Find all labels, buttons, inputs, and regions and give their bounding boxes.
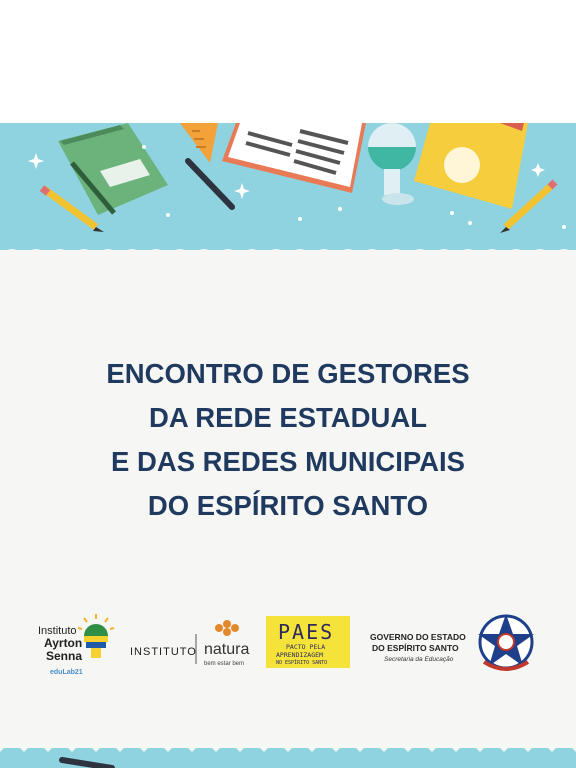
lightbulb-icon — [78, 614, 114, 658]
bottom-banner — [0, 730, 576, 768]
svg-text:Ayrton: Ayrton — [44, 636, 83, 650]
svg-text:Senna: Senna — [46, 649, 83, 663]
natura-logo — [130, 620, 249, 667]
svg-text:eduLab21: eduLab21 — [50, 669, 83, 676]
svg-text:APRENDIZAGEM: APRENDIZAGEM — [276, 651, 323, 659]
svg-text:GOVERNO DO ESTADO: GOVERNO DO ESTADO — [370, 632, 466, 642]
svg-text:PACTO PELA: PACTO PELA — [286, 643, 326, 651]
svg-text:natura: natura — [204, 641, 250, 658]
title-line: ENCONTRO DE GESTORES — [106, 358, 470, 389]
title-line: DO ESPÍRITO SANTO — [147, 490, 429, 521]
title-line: E DAS REDES MUNICIPAIS — [111, 446, 465, 477]
coat-of-arms-icon — [478, 614, 534, 669]
partner-logos — [0, 600, 576, 690]
svg-text:INSTITUTO: INSTITUTO — [130, 646, 197, 658]
paes-logo — [266, 616, 350, 668]
governo-es-logo — [370, 614, 534, 669]
svg-text:DO ESPÍRITO SANTO: DO ESPÍRITO SANTO — [372, 643, 459, 653]
svg-text:Instituto: Instituto — [38, 625, 77, 637]
svg-text:Secretaria da Educação: Secretaria da Educação — [384, 656, 454, 663]
ayrton-senna-logo — [38, 614, 114, 676]
svg-text:NO ESPÍRITO SANTO: NO ESPÍRITO SANTO — [276, 660, 328, 666]
page-title — [0, 352, 576, 528]
svg-text:PAES: PAES — [278, 620, 335, 644]
title-line: DA REDE ESTADUAL — [148, 402, 428, 433]
scalloped-edge — [0, 236, 576, 266]
natura-flower-icon — [215, 620, 239, 636]
svg-text:bem estar bem: bem estar bem — [204, 661, 245, 667]
